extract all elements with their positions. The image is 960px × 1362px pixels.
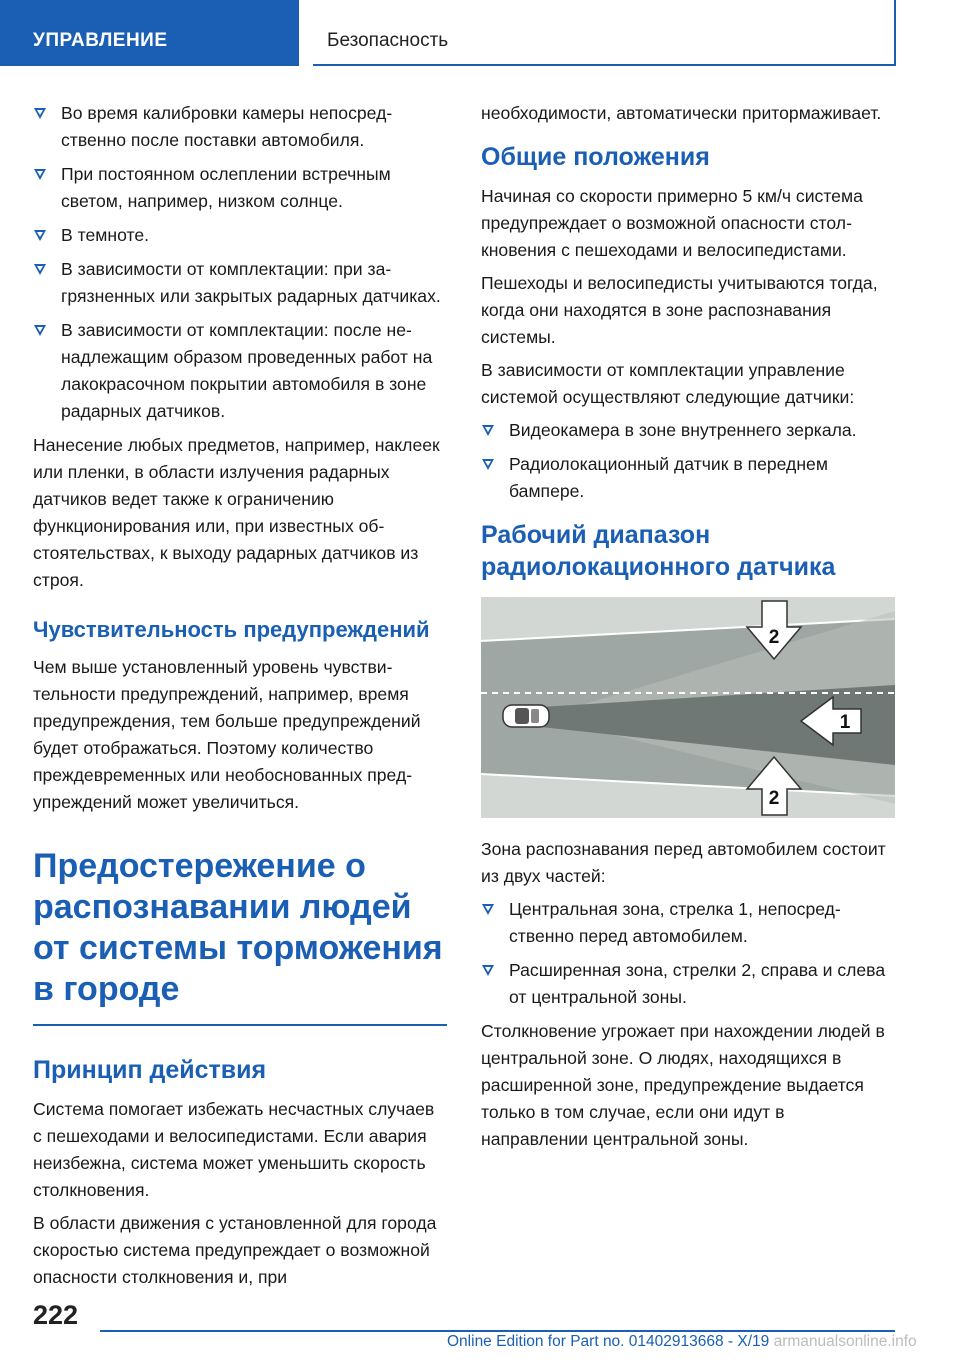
footer-watermark: armanualsonline.info	[773, 1333, 917, 1350]
heading-principle: Принцип действия	[33, 1056, 267, 1084]
paragraph-general-1: Начиная со скорости примерно 5 км/ч система предупреждает о возможной опасности столкновения с пешеходами и велосипедистами.	[481, 186, 863, 260]
list-item: Радиолокационный датчик в переднем бампере.	[481, 451, 895, 505]
label-central: 1	[839, 712, 851, 733]
paragraph-principle-1: Система помогает избежать несчастных случаев с пешеходами и велосипедистами. Если авария неизбежна, система может уменьшить скорость столкновения.	[33, 1099, 435, 1200]
bullet-triangle-icon	[34, 264, 46, 275]
heading-sensitivity: Чувствительность предупреждений	[33, 617, 430, 642]
heading-general: Общие положения	[481, 143, 710, 171]
paragraph-collision: Столкновение угрожает при нахождении людей в центральной зоне. О людях, находящихся в расширенной зоне, предупреждение выдается только в том случае, если они идут в направлении центральной зоны.	[481, 1021, 885, 1149]
page-number: 222	[33, 1300, 79, 1330]
paragraph-continued: необходимости, автоматически притормаживает.	[481, 103, 882, 123]
bullet-triangle-icon	[34, 108, 46, 119]
heading-radar-range: Рабочий диапазон радиолокационного датчика	[481, 521, 836, 581]
list-item: Видеокамера в зоне внутреннего зеркала.	[481, 417, 895, 444]
footer-edition: Online Edition for Part no. 01402913668 - X/19 armanualsonline.info	[447, 1333, 917, 1350]
header-chapter-title: Безопасность	[313, 0, 896, 66]
main-section-heading: Предостережение о распознавании людей от системы торможения в городе	[33, 846, 447, 1026]
bullet-triangle-icon	[34, 169, 46, 180]
car-icon	[503, 705, 549, 727]
radar-range-figure	[481, 597, 895, 818]
paragraph-zone: Зона распознавания перед автомобилем состоит из двух частей:	[481, 839, 886, 886]
zones-list	[481, 896, 895, 1011]
sensors-list	[481, 417, 895, 505]
footer-divider	[100, 1330, 895, 1332]
list-item: В темноте.	[33, 222, 447, 249]
bullet-triangle-icon	[34, 325, 46, 336]
header-section-tab[interactable]: УПРАВЛЕНИЕ	[0, 0, 299, 66]
paragraph-sensitivity: Чем выше установленный уровень чувствительности предупреждений, например, время предупреждения, тем больше предупреждений будет отображаться. Поэтому количество преждевременных или необоснованных предупреждений может увеличиться.	[33, 657, 421, 812]
left-column	[33, 100, 447, 1297]
list-item: В зависимости от комплектации: после ненадлежащим образом проведенных работ на лакокрасочном покрытии автомобиля в зоне радарных датчиков.	[33, 317, 447, 425]
label-side-bottom: 2	[768, 788, 780, 809]
bullet-triangle-icon	[482, 425, 494, 436]
conditions-list	[33, 100, 447, 425]
label-side-top: 2	[768, 627, 780, 648]
list-item: Расширенная зона, стрелки 2, справа и слева от центральной зоны.	[481, 957, 895, 1011]
list-item: В зависимости от комплектации: при загрязненных или закрытых радарных датчиках.	[33, 256, 447, 310]
list-item: Центральная зона, стрелка 1, непосредственно перед автомобилем.	[481, 896, 895, 950]
paragraph-principle-2: В области движения с установленной для города скоростью система предупреждает о возможной опасности столкновения и, при	[33, 1213, 437, 1287]
bullet-triangle-icon	[482, 459, 494, 470]
paragraph-objects: Нанесение любых предметов, например, наклеек или пленки, в области излучения радарных датчиков ведет также к ограничению функционирования или, при известных обстоятельствах, к выходу радарных датчиков из строя.	[33, 435, 440, 590]
right-column	[481, 100, 895, 1159]
bullet-triangle-icon	[34, 230, 46, 241]
bullet-triangle-icon	[482, 965, 494, 976]
bullet-triangle-icon	[482, 904, 494, 915]
paragraph-general-2: Пешеходы и велосипедисты учитываются тогда, когда они находятся в зоне распознавания системы.	[481, 273, 878, 347]
list-item: Во время калибровки камеры непосредственно после поставки автомобиля.	[33, 100, 447, 154]
paragraph-general-3: В зависимости от комплектации управление системой осуществляют следующие датчики:	[481, 360, 855, 407]
list-item: При постоянном ослеплении встречным светом, например, низком солнце.	[33, 161, 447, 215]
